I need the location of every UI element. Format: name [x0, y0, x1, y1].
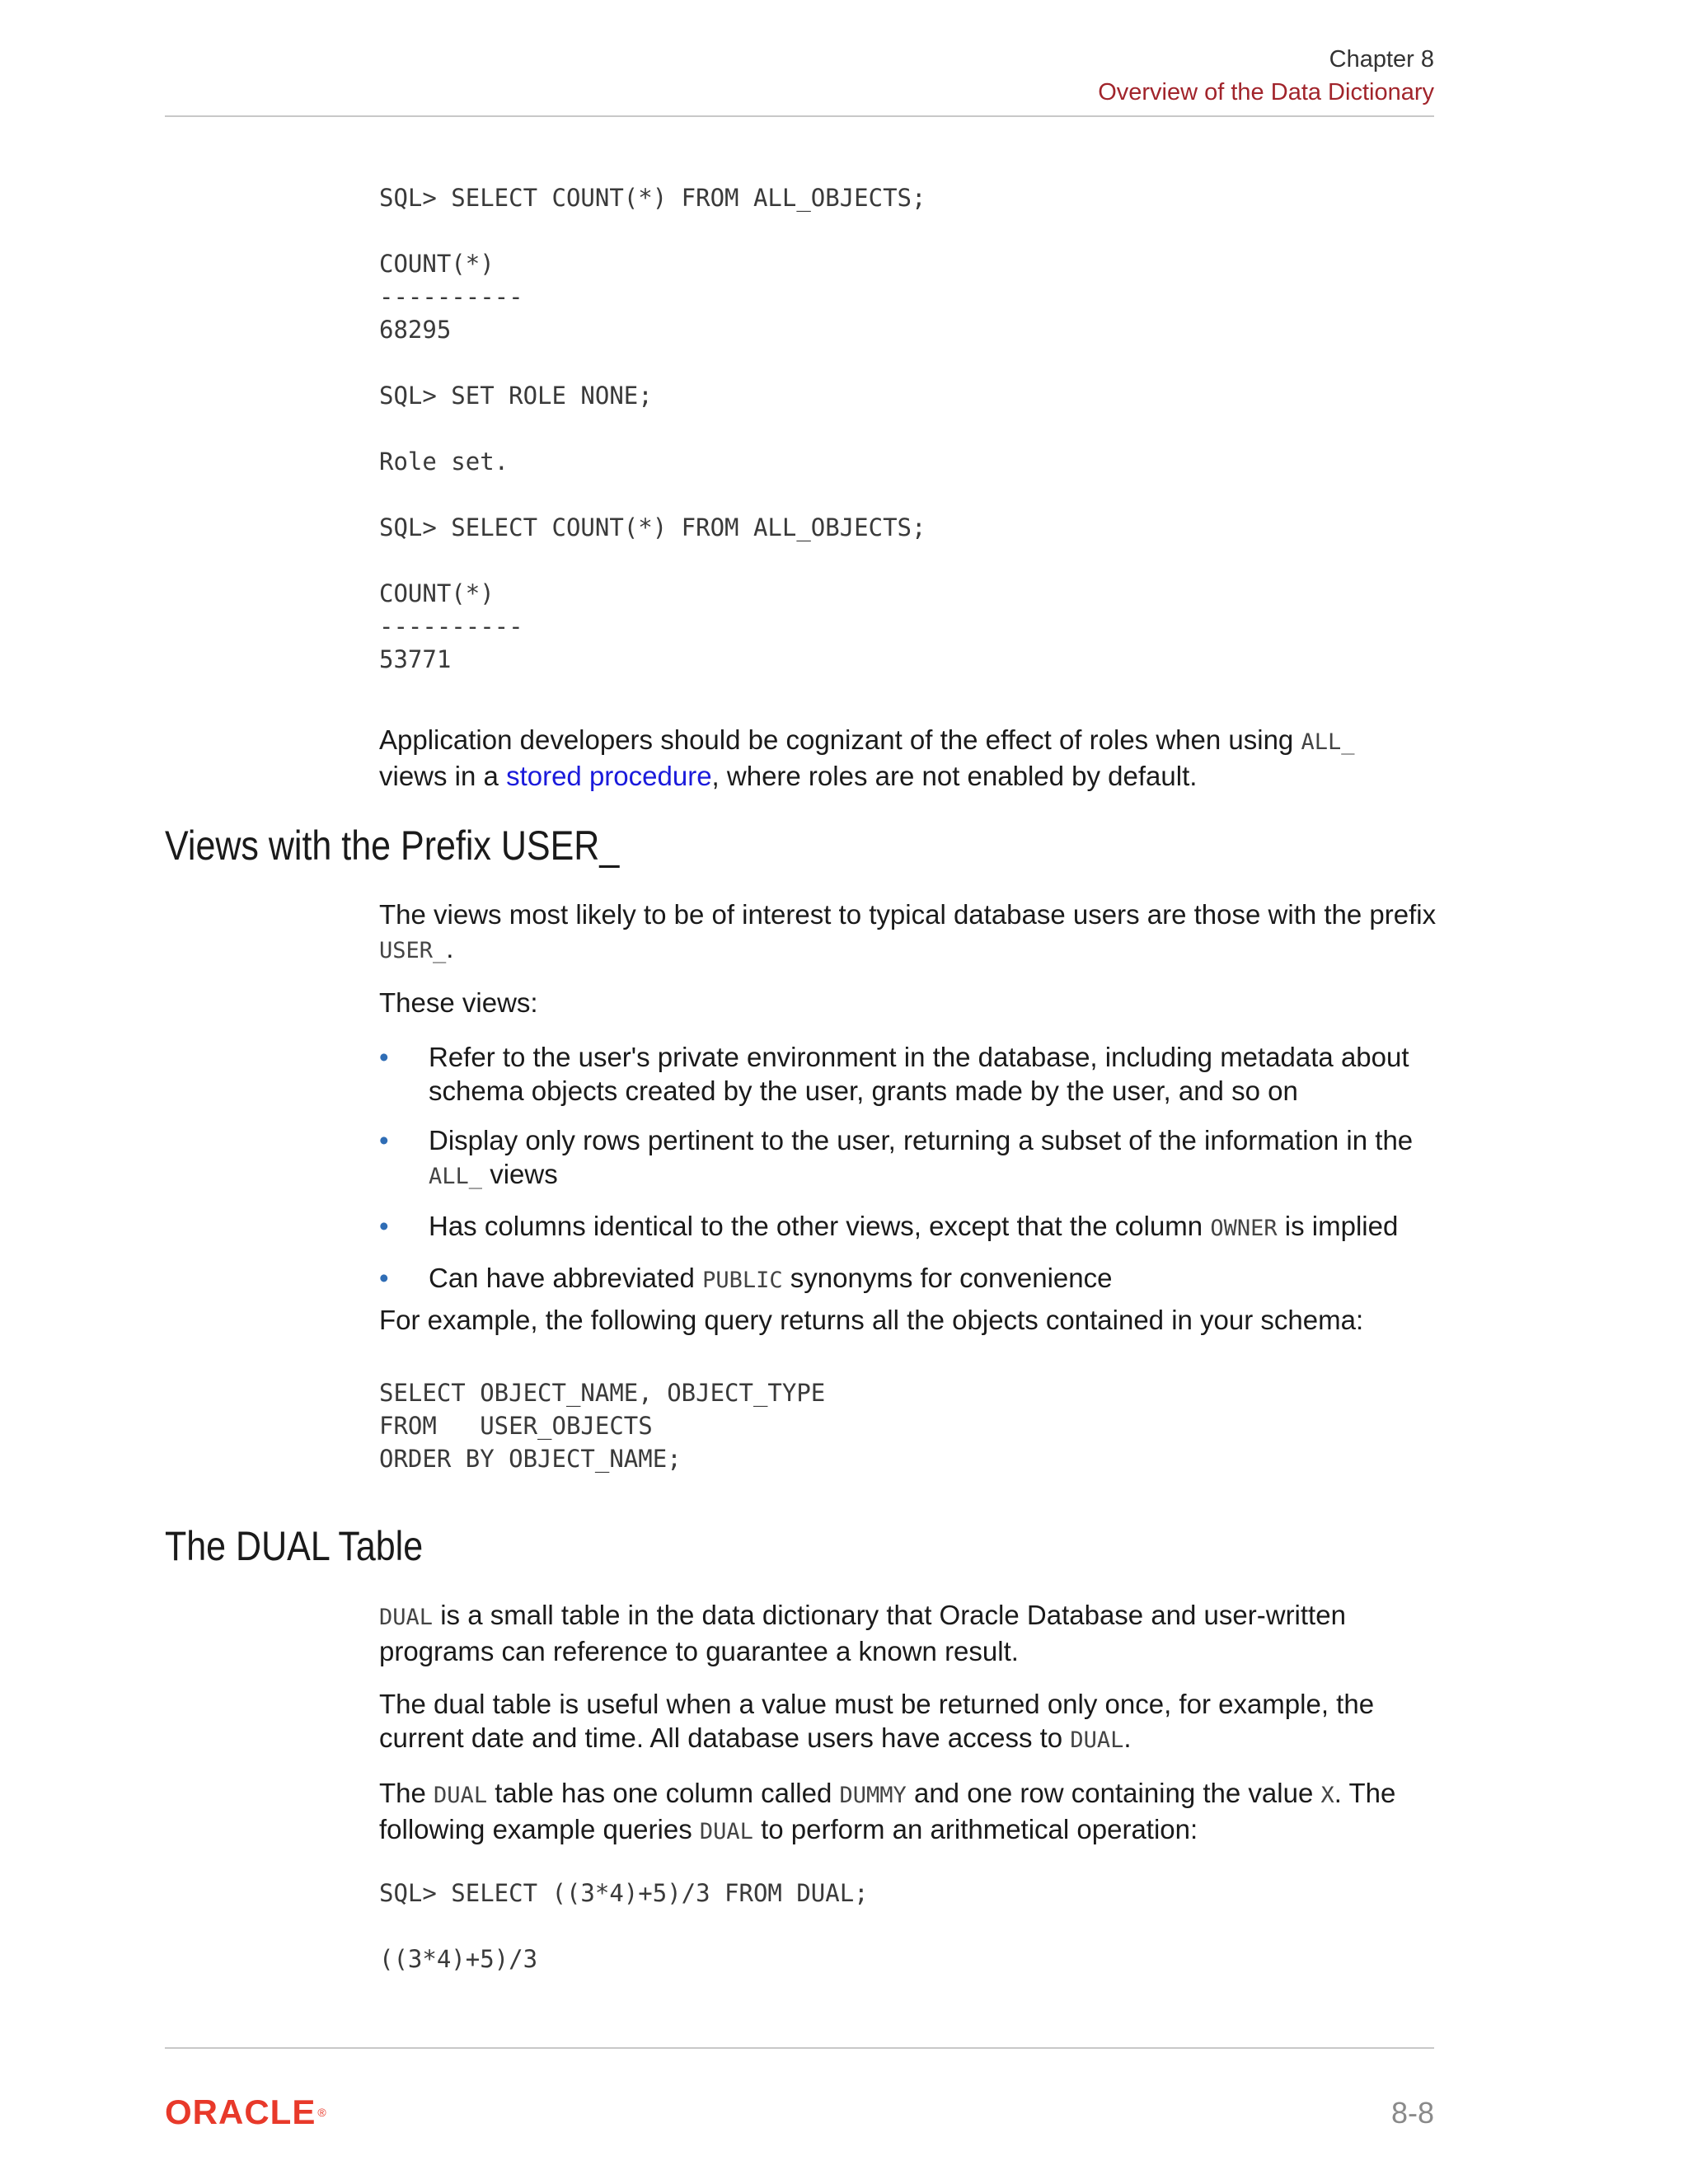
code-line: SELECT OBJECT_NAME, OBJECT_TYPE — [379, 1379, 826, 1407]
code-line: SQL> SELECT ((3*4)+5)/3 FROM DUAL; — [379, 1879, 869, 1907]
code-line — [379, 478, 926, 511]
inline-code: PUBLIC — [702, 1268, 783, 1293]
code-block-dual-query — [379, 1877, 869, 1975]
text-run: synonyms for convenience — [782, 1263, 1113, 1293]
text-run: Application developers should be cognizant of the effect of roles when using — [379, 724, 1301, 755]
text-run: , where roles are not enabled by default. — [711, 761, 1198, 791]
text-run: views in a — [379, 761, 507, 791]
section-heading-user-views: Views with the Prefix USER_ — [165, 823, 620, 869]
text-run: . — [1123, 1722, 1132, 1753]
inline-code: X — [1320, 1783, 1334, 1808]
chapter-number: Chapter 8 — [1329, 46, 1434, 73]
code-line: ---------- — [379, 283, 523, 311]
list-item — [379, 1209, 1451, 1245]
inline-code: OWNER — [1210, 1216, 1278, 1241]
text-run: and one row containing the value — [906, 1778, 1321, 1808]
code-line — [379, 544, 926, 577]
code-line: 53771 — [379, 645, 452, 673]
inline-code: DUAL — [699, 1819, 753, 1844]
code-line: FROM USER_OBJECTS — [379, 1412, 653, 1440]
bullet-icon: • — [379, 1125, 389, 1155]
code-line: ORDER BY OBJECT_NAME; — [379, 1445, 682, 1473]
code-line — [379, 346, 926, 379]
logo-text: ORACLE — [165, 2093, 316, 2131]
user-views-bullet-list — [379, 1040, 1451, 1313]
text-run: Refer to the user's private environment in the database, including metadata about schema objects created by the user, grants made by the user, and so on — [429, 1042, 1409, 1106]
dual-para-2 — [379, 1687, 1442, 1757]
inline-code: DUMMY — [839, 1783, 907, 1808]
roles-paragraph — [379, 723, 1442, 793]
text-run: views — [482, 1159, 558, 1189]
list-item — [379, 1123, 1451, 1193]
list-item — [379, 1261, 1451, 1297]
inline-code: DUAL — [1070, 1727, 1124, 1753]
code-block-role-count — [379, 181, 926, 676]
bullet-icon: • — [379, 1211, 389, 1241]
code-line — [379, 214, 926, 247]
text-run: The dual table is useful when a value must be returned only once, for example, the current date and time. All database users have access to — [379, 1689, 1375, 1753]
header-rule — [165, 115, 1434, 117]
code-line: SQL> SELECT COUNT(*) FROM ALL_OBJECTS; — [379, 513, 926, 541]
code-line: 68295 — [379, 316, 452, 344]
dual-para-3 — [379, 1776, 1442, 1849]
registered-mark: ® — [317, 2106, 327, 2119]
these-views-label: These views: — [379, 987, 538, 1018]
code-line: COUNT(*) — [379, 250, 495, 278]
text-run: Has columns identical to the other views, except that the column — [429, 1211, 1211, 1241]
text-run: . — [446, 933, 454, 963]
bullet-icon: • — [379, 1263, 389, 1293]
code-line: SQL> SELECT COUNT(*) FROM ALL_OBJECTS; — [379, 184, 926, 212]
page-number: 8-8 — [1390, 2096, 1434, 2130]
text-run: The views most likely to be of interest to typical database users are those with the prefix — [379, 899, 1437, 930]
text-run: Can have abbreviated — [429, 1263, 703, 1293]
text-run: The — [379, 1778, 434, 1808]
inline-code: DUAL — [379, 1605, 434, 1630]
list-item — [379, 1040, 1451, 1108]
text-run: Display only rows pertinent to the user, returning a subset of the information in the — [429, 1125, 1414, 1155]
text-run: to perform an arithmetical operation: — [753, 1814, 1198, 1844]
code-line: Role set. — [379, 448, 509, 476]
code-line — [379, 412, 926, 445]
text-run: is implied — [1277, 1211, 1399, 1241]
inline-code: USER_ — [379, 938, 447, 963]
code-line: ((3*4)+5)/3 — [379, 1945, 538, 1973]
inline-code: ALL_ — [1301, 729, 1355, 755]
text-run: table has one column called — [487, 1778, 840, 1808]
stored-procedure-link[interactable]: stored procedure — [506, 761, 712, 791]
chapter-title: Overview of the Data Dictionary — [1098, 79, 1434, 105]
user-views-intro — [379, 898, 1442, 968]
inline-code: ALL_ — [429, 1164, 483, 1189]
code-line: ---------- — [379, 612, 523, 640]
example-intro: For example, the following query returns all the objects contained in your schema: — [379, 1305, 1364, 1335]
code-block-user-objects — [379, 1376, 825, 1475]
code-line — [379, 1910, 869, 1943]
code-line: COUNT(*) — [379, 579, 495, 607]
text-run: is a small table in the data dictionary that Oracle Database and user-written programs can reference to guarantee a known result. — [379, 1600, 1346, 1666]
section-heading-dual-table: The DUAL Table — [165, 1523, 424, 1569]
footer-rule — [165, 2047, 1434, 2049]
inline-code: DUAL — [434, 1783, 488, 1808]
text-run: . The following example queries — [379, 1778, 1396, 1844]
running-header — [1098, 43, 1434, 109]
oracle-logo — [165, 2092, 327, 2133]
dual-para-1 — [379, 1598, 1442, 1668]
bullet-icon: • — [379, 1042, 389, 1072]
code-line: SQL> SET ROLE NONE; — [379, 382, 653, 410]
